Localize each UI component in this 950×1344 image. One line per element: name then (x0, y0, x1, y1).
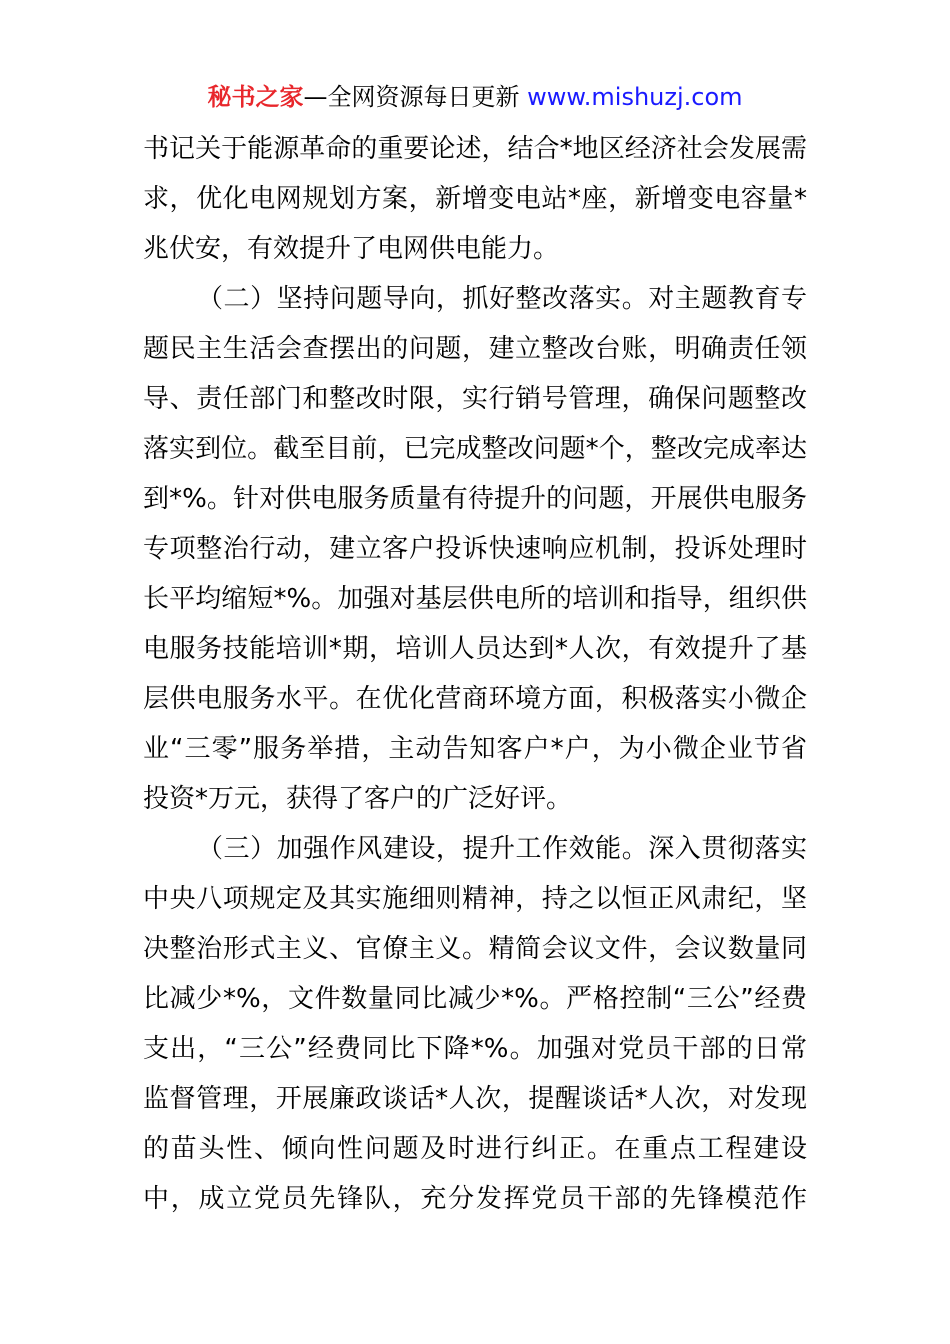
brand-name: 秘书之家 (207, 83, 304, 111)
text-line: 监督管理，开展廉政谈话*人次，提醒谈话*人次，对发现 (143, 1084, 807, 1114)
text-line: 专项整治行动，建立客户投诉快速响应机制，投诉处理时 (143, 534, 807, 564)
paragraph-first-line: （二）坚持问题导向，抓好整改落实。对主题教育专 (197, 284, 807, 314)
text-line: 投资*万元，获得了客户的广泛好评。 (143, 784, 573, 814)
text-line: 到*%。针对供电服务质量有待提升的问题，开展供电服务 (143, 484, 807, 514)
text-line: 电服务技能培训*期，培训人员达到*人次，有效提升了基 (143, 634, 807, 664)
text-line: 比减少*%，文件数量同比减少*%。严格控制“三公”经费 (143, 984, 807, 1014)
text-line: 业“三零”服务举措，主动告知客户*户，为小微企业节省 (143, 734, 807, 764)
site-url: www.mishuzj.com (527, 83, 743, 111)
text-line: 中央八项规定及其实施细则精神，持之以恒正风肃纪，坚 (143, 884, 807, 914)
text-line: 落实到位。截至目前，已完成整改问题*个，整改完成率达 (143, 434, 807, 464)
text-line: 决整治形式主义、官僚主义。精简会议文件，会议数量同 (143, 934, 807, 964)
text-line: 导、责任部门和整改时限，实行销号管理，确保问题整改 (143, 384, 807, 414)
text-line: 长平均缩短*%。加强对基层供电所的培训和指导，组织供 (143, 584, 807, 614)
text-line: 的苗头性、倾向性问题及时进行纠正。在重点工程建设 (143, 1134, 807, 1164)
text-line: 兆伏安，有效提升了电网供电能力。 (143, 234, 560, 264)
text-line: 支出，“三公”经费同比下降*%。加强对党员干部的日常 (143, 1034, 807, 1064)
document-body (143, 124, 807, 1224)
text-line: 中，成立党员先锋队，充分发挥党员干部的先锋模范作 (143, 1184, 807, 1214)
text-line: 求，优化电网规划方案，新增变电站*座，新增变电容量* (143, 184, 807, 214)
text-line: 层供电服务水平。在优化营商环境方面，积极落实小微企 (143, 684, 807, 714)
header-tagline: —全网资源每日更新 (303, 83, 528, 111)
text-line: 题民主生活会查摆出的问题，建立整改台账，明确责任领 (143, 334, 807, 364)
text-line: 书记关于能源革命的重要论述，结合*地区经济社会发展需 (143, 134, 807, 164)
paragraph-first-line: （三）加强作风建设，提升工作效能。深入贯彻落实 (197, 834, 807, 864)
page-header (0, 80, 950, 114)
